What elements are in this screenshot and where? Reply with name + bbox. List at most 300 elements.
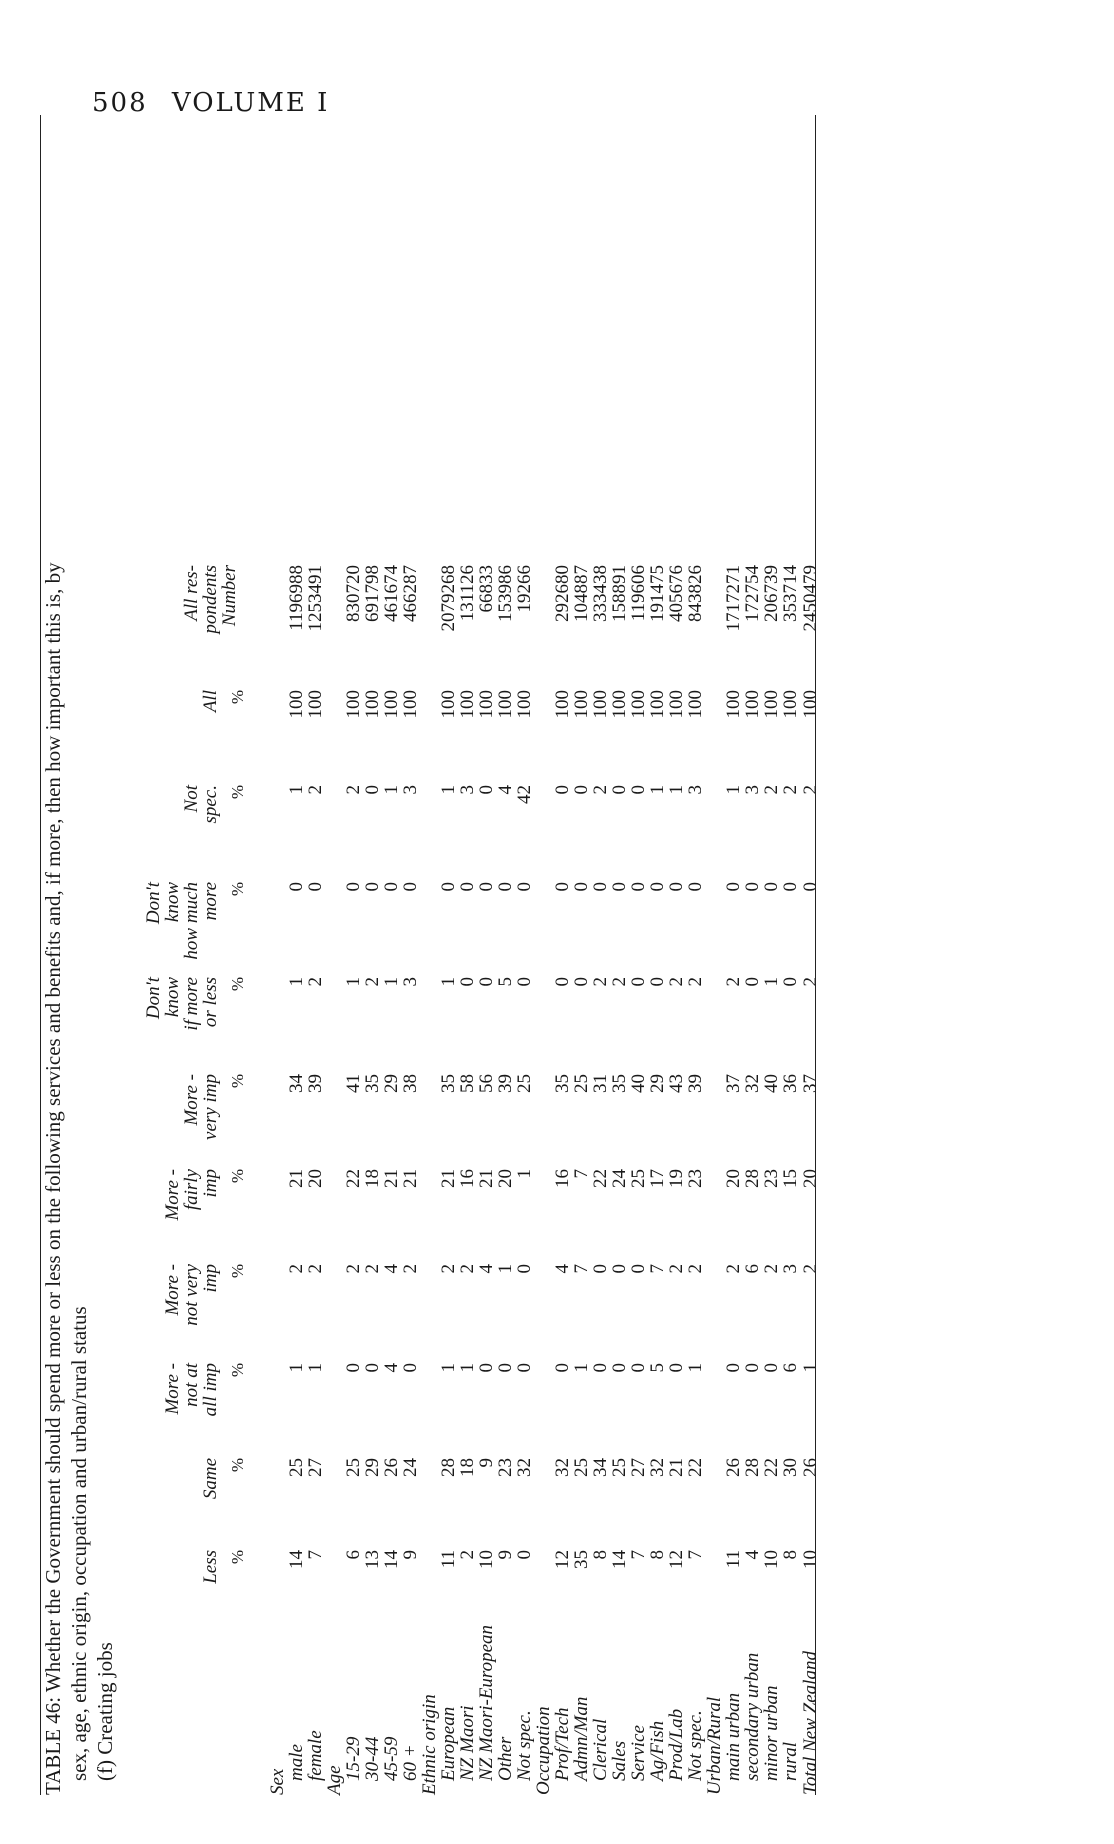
table-cell: 8 (590, 1550, 611, 1560)
table-cell: 19266 (514, 565, 535, 613)
table-row (591, 115, 610, 1795)
table-cell: 17 (647, 1169, 668, 1188)
table-cell: 1 (438, 785, 459, 795)
table-cell: 1 (438, 1363, 459, 1373)
row-label: minor urban (761, 1685, 782, 1781)
table-cell: 32 (552, 1458, 573, 1477)
table-cell: 0 (609, 1363, 630, 1373)
table-cell: 20 (305, 1169, 326, 1188)
table-row (496, 115, 515, 1795)
table-cell: 7 (571, 1264, 592, 1274)
table-row (629, 115, 648, 1795)
table-cell: 6 (343, 1550, 364, 1560)
table-cell: 13 (362, 1550, 383, 1569)
row-label: Occupation (533, 1706, 554, 1795)
column-header-unit: % (228, 1169, 247, 1184)
table-cell: 153986 (495, 565, 516, 622)
table-row (724, 115, 743, 1795)
table-cell: 28 (742, 1458, 763, 1477)
table-cell: 2 (800, 785, 821, 795)
table-cell: 0 (800, 882, 821, 892)
table-cell: 25 (514, 1074, 535, 1093)
table-cell: 25 (571, 1074, 592, 1093)
table-cell: 1 (286, 977, 307, 987)
column-header-line: Don't (143, 882, 164, 925)
table-cell: 100 (552, 690, 573, 719)
table-row (743, 115, 762, 1795)
table-cell: 39 (305, 1074, 326, 1093)
table-cell: 26 (723, 1458, 744, 1477)
table-cell: 0 (647, 882, 668, 892)
column-header-unit: % (228, 882, 247, 897)
table-cell: 3 (400, 785, 421, 795)
row-label: Ag/Fish (647, 1720, 668, 1781)
table-cell: 2 (305, 1264, 326, 1274)
row-label: male (286, 1744, 307, 1781)
table-cell: 32 (742, 1074, 763, 1093)
table-cell: 100 (685, 690, 706, 719)
column-header (155, 565, 247, 635)
page-header (92, 88, 329, 118)
table-cell: 1 (761, 977, 782, 987)
column-header (155, 1363, 247, 1433)
table-cell: 100 (628, 690, 649, 719)
column-header (155, 1074, 247, 1144)
table-cell: 466287 (400, 565, 421, 622)
row-label: Sales (609, 1740, 630, 1781)
column-header-line: know (162, 882, 183, 923)
table-cell: 100 (438, 690, 459, 719)
table-cell: 191475 (647, 565, 668, 622)
table-row (363, 115, 382, 1795)
row-label: 30-44 (362, 1736, 383, 1781)
table-cell: 1 (495, 1264, 516, 1274)
table-cell: 2 (590, 977, 611, 987)
table-cell: 0 (647, 977, 668, 987)
table-cell: 35 (609, 1074, 630, 1093)
table-cell: 8 (647, 1550, 668, 1560)
column-header-line: Same (200, 1458, 221, 1500)
table-cell: 5 (647, 1363, 668, 1373)
table-cell: 0 (552, 1363, 573, 1373)
column-header-line: Not (181, 785, 202, 813)
column-header-unit: % (228, 1550, 247, 1565)
row-label: Other (495, 1736, 516, 1781)
table-cell: 2 (305, 785, 326, 795)
table-cell: 22 (685, 1458, 706, 1477)
category-row (705, 115, 724, 1795)
table-cell: 42 (514, 785, 535, 804)
table-row (382, 115, 401, 1795)
row-label: European (438, 1706, 459, 1781)
table-cell: 843826 (685, 565, 706, 622)
table-subtitle: (f) Creating jobs (93, 1642, 117, 1781)
table-cell: 7 (628, 1550, 649, 1560)
table-cell: 0 (628, 1363, 649, 1373)
table-cell: 0 (628, 1264, 649, 1274)
table-cell: 40 (761, 1074, 782, 1093)
table-cell: 353714 (780, 565, 801, 622)
table-cell: 7 (305, 1550, 326, 1560)
table-cell: 35 (438, 1074, 459, 1093)
column-header-line: imp (200, 1264, 221, 1293)
table-cell: 0 (609, 882, 630, 892)
table-cell: 2 (685, 1264, 706, 1274)
column-header-line: Number (219, 565, 240, 627)
table-cell: 0 (438, 882, 459, 892)
column-header (143, 977, 247, 1047)
table-cell: 0 (400, 1363, 421, 1373)
row-label: Total New Zealand (800, 1651, 821, 1795)
table-row (287, 115, 306, 1795)
table-row (344, 115, 363, 1795)
table-cell: 2 (780, 785, 801, 795)
table-cell: 27 (305, 1458, 326, 1477)
table-cell: 0 (362, 1363, 383, 1373)
table-cell: 36 (780, 1074, 801, 1093)
table-cell: 0 (552, 785, 573, 795)
table-cell: 20 (800, 1169, 821, 1188)
table-cell: 27 (628, 1458, 649, 1477)
table-cell: 14 (609, 1550, 630, 1569)
category-row (268, 115, 287, 1795)
table-cell: 3 (742, 785, 763, 795)
table-cell: 1 (343, 977, 364, 987)
table-cell: 66833 (476, 565, 497, 613)
table-cell: 0 (552, 882, 573, 892)
table-cell: 100 (666, 690, 687, 719)
table-cell: 35 (571, 1550, 592, 1569)
table-cell: 131126 (457, 565, 478, 622)
column-header-line: all imp (200, 1363, 221, 1417)
table-cell: 35 (362, 1074, 383, 1093)
table-cell: 206739 (761, 565, 782, 622)
table-cell: 3 (780, 1264, 801, 1274)
table-cell: 100 (381, 690, 402, 719)
table-cell: 43 (666, 1074, 687, 1093)
table-row (667, 115, 686, 1795)
table-cell: 1 (381, 977, 402, 987)
table-cell: 2 (685, 977, 706, 987)
table-cell: 7 (647, 1264, 668, 1274)
table-cell: 0 (609, 785, 630, 795)
row-label: Clerical (590, 1718, 611, 1781)
table-cell: 2 (800, 1264, 821, 1274)
table-cell: 100 (761, 690, 782, 719)
table-cell: 0 (571, 882, 592, 892)
table-cell: 2 (457, 1264, 478, 1274)
table-cell: 25 (571, 1458, 592, 1477)
table-cell: 21 (400, 1169, 421, 1188)
table-cell: 0 (476, 882, 497, 892)
table-row (401, 115, 420, 1795)
table-cell: 1 (647, 785, 668, 795)
table-cell: 0 (571, 977, 592, 987)
table-cell: 0 (362, 882, 383, 892)
row-label: 45-59 (381, 1736, 402, 1781)
table-row (572, 115, 591, 1795)
column-header (155, 690, 247, 760)
table-cell: 4 (742, 1550, 763, 1560)
table-cell: 2079268 (438, 565, 459, 632)
column-header-unit: % (228, 977, 247, 992)
column-header (143, 882, 247, 960)
table-cell: 0 (514, 977, 535, 987)
column-header-line: spec. (200, 785, 221, 824)
table-cell: 28 (742, 1169, 763, 1188)
column-header-unit: % (228, 1264, 247, 1279)
table-cell: 7 (571, 1169, 592, 1179)
table-cell: 0 (305, 882, 326, 892)
table-cell: 16 (552, 1169, 573, 1188)
table-cell: 14 (286, 1550, 307, 1569)
page-number: 508 (92, 88, 148, 118)
column-header-unit: % (228, 1458, 247, 1473)
category-row (534, 115, 553, 1795)
table-cell: 172754 (742, 565, 763, 622)
table-cell: 28 (438, 1458, 459, 1477)
volume-label: VOLUME I (171, 88, 330, 118)
table-cell: 0 (761, 1363, 782, 1373)
table-cell: 100 (647, 690, 668, 719)
table-cell: 119606 (628, 565, 649, 622)
table-cell: 25 (628, 1169, 649, 1188)
table-cell: 100 (400, 690, 421, 719)
table-cell: 26 (800, 1458, 821, 1477)
table-cell: 7 (685, 1550, 706, 1560)
table-cell: 4 (381, 1264, 402, 1274)
column-header-line: imp (200, 1169, 221, 1198)
table-cell: 34 (590, 1458, 611, 1477)
table-cell: 2 (666, 977, 687, 987)
table-cell: 10 (476, 1550, 497, 1569)
table-row (515, 115, 534, 1795)
row-label: Not spec. (514, 1710, 535, 1781)
column-header-line: know (162, 977, 183, 1018)
column-header (155, 1264, 247, 1334)
table-cell: 1 (286, 1363, 307, 1373)
row-label: female (305, 1730, 326, 1781)
table-cell: 22 (343, 1169, 364, 1188)
table-cell: 2450479 (800, 565, 821, 632)
row-label: Ethnic origin (419, 1694, 440, 1795)
table-cell: 2 (761, 1264, 782, 1274)
table-row (648, 115, 667, 1795)
table-cell: 0 (761, 882, 782, 892)
column-header (155, 1169, 247, 1239)
table-cell: 0 (628, 785, 649, 795)
table-row (781, 115, 800, 1795)
table-cell: 22 (590, 1169, 611, 1188)
column-header-line: fairly (181, 1169, 202, 1211)
table-cell: 100 (457, 690, 478, 719)
table-cell: 8 (780, 1550, 801, 1560)
table-cell: 39 (495, 1074, 516, 1093)
column-header-line: more (200, 882, 221, 921)
table-cell: 29 (362, 1458, 383, 1477)
table-cell: 37 (723, 1074, 744, 1093)
table-cell: 1253491 (305, 565, 326, 632)
table-cell: 39 (685, 1074, 706, 1093)
table-cell: 0 (609, 1264, 630, 1274)
table-row (439, 115, 458, 1795)
table-cell: 22 (761, 1458, 782, 1477)
table-row (458, 115, 477, 1795)
table-cell: 0 (780, 882, 801, 892)
table-cell: 40 (628, 1074, 649, 1093)
table-cell: 2 (590, 785, 611, 795)
table-cell: 100 (723, 690, 744, 719)
table-cell: 4 (495, 785, 516, 795)
table-cell: 0 (457, 977, 478, 987)
table-cell: 0 (590, 1363, 611, 1373)
table-cell: 0 (571, 785, 592, 795)
table-title-line-2: sex, age, ethnic origin, occupation and urban/rural status (67, 1306, 91, 1781)
table-cell: 0 (780, 977, 801, 987)
column-header-line: More - (162, 1363, 183, 1415)
table-cell: 3 (685, 785, 706, 795)
table-cell: 6 (780, 1363, 801, 1373)
table-cell: 0 (362, 785, 383, 795)
bottom-rule (815, 115, 816, 1795)
table-cell: 21 (381, 1169, 402, 1188)
table-cell: 1 (514, 1169, 535, 1179)
table-cell: 29 (381, 1074, 402, 1093)
table-row (477, 115, 496, 1795)
table-cell: 0 (476, 977, 497, 987)
table-cell: 0 (495, 1363, 516, 1373)
table-cell: 35 (552, 1074, 573, 1093)
column-header-unit: % (228, 690, 247, 705)
table-cell: 2 (609, 977, 630, 987)
table-cell: 1 (381, 785, 402, 795)
table-cell: 1 (305, 1363, 326, 1373)
table-cell: 4 (476, 1264, 497, 1274)
table-cell: 18 (457, 1458, 478, 1477)
table-cell: 18 (362, 1169, 383, 1188)
table-cell: 0 (666, 1363, 687, 1373)
table-cell: 292680 (552, 565, 573, 622)
table-cell: 15 (780, 1169, 801, 1188)
row-label: main urban (723, 1692, 744, 1781)
column-header-line: if more (181, 977, 202, 1031)
table-cell: 12 (552, 1550, 573, 1569)
table-cell: 0 (723, 882, 744, 892)
table-cell: 0 (552, 977, 573, 987)
table-cell: 31 (590, 1074, 611, 1093)
table-cell: 2 (457, 1550, 478, 1560)
table-cell: 100 (476, 690, 497, 719)
table-cell: 0 (514, 1363, 535, 1373)
row-label: Prof/Tech (552, 1707, 573, 1781)
table-cell: 100 (571, 690, 592, 719)
table-cell: 2 (362, 1264, 383, 1274)
total-row (801, 115, 820, 1795)
table-cell: 19 (666, 1169, 687, 1188)
table-cell: 1 (286, 785, 307, 795)
table-cell: 23 (685, 1169, 706, 1188)
column-header (155, 1550, 247, 1620)
table-cell: 0 (514, 1264, 535, 1274)
row-label: NZ Maori (457, 1705, 478, 1781)
table-row (306, 115, 325, 1795)
table-cell: 100 (495, 690, 516, 719)
column-header-line: All res- (181, 565, 202, 621)
table-cell: 0 (514, 1550, 535, 1560)
table-cell: 30 (780, 1458, 801, 1477)
row-label: Admn/Man (571, 1696, 592, 1781)
table-cell: 21 (666, 1458, 687, 1477)
row-label: Prod/Lab (666, 1708, 687, 1781)
table-cell: 9 (400, 1550, 421, 1560)
table-cell: 2 (723, 1264, 744, 1274)
column-header-line: how much (181, 882, 202, 960)
table-cell: 58 (457, 1074, 478, 1093)
table-row (686, 115, 705, 1795)
table-cell: 5 (495, 977, 516, 987)
table-cell: 0 (495, 882, 516, 892)
row-label: NZ Maori-European (476, 1624, 497, 1781)
table-cell: 1 (685, 1363, 706, 1373)
table-cell: 2 (362, 977, 383, 987)
table-title-line-1: TABLE 46: Whether the Government should spend more or less on the following services and benefits and, if more, then how important this is, by (41, 562, 65, 1795)
table-cell: 3 (457, 785, 478, 795)
table-cell: 100 (343, 690, 364, 719)
table-cell: 24 (400, 1458, 421, 1477)
table-cell: 2 (343, 1264, 364, 1274)
table-cell: 21 (438, 1169, 459, 1188)
row-label: secondary urban (742, 1652, 763, 1781)
table-cell: 2 (666, 1264, 687, 1274)
table-cell: 20 (723, 1169, 744, 1188)
column-header-line: or less (200, 977, 221, 1028)
table-cell: 9 (476, 1458, 497, 1468)
table-cell: 2 (286, 1264, 307, 1274)
table-row (610, 115, 629, 1795)
table-cell: 100 (742, 690, 763, 719)
column-header-line: pondents (200, 565, 221, 634)
table-cell: 691798 (362, 565, 383, 622)
table-cell: 4 (552, 1264, 573, 1274)
column-header-unit: % (228, 785, 247, 800)
column-header-line: More - (181, 1074, 202, 1126)
table-cell: 0 (685, 882, 706, 892)
table-cell: 2 (343, 785, 364, 795)
table-cell: 158891 (609, 565, 630, 622)
table-cell: 0 (628, 977, 649, 987)
top-rule (40, 115, 41, 1795)
table-cell: 405676 (666, 565, 687, 622)
table-cell: 0 (590, 882, 611, 892)
table-cell: 0 (286, 882, 307, 892)
column-header (155, 785, 247, 855)
column-header-unit: % (228, 1363, 247, 1378)
table-cell: 25 (286, 1458, 307, 1477)
table-cell: 2 (800, 977, 821, 987)
table-cell: 37 (800, 1074, 821, 1093)
table-cell: 32 (514, 1458, 535, 1477)
table-cell: 38 (400, 1074, 421, 1093)
table-cell: 1 (666, 785, 687, 795)
table-cell: 0 (628, 882, 649, 892)
table-cell: 20 (495, 1169, 516, 1188)
table-cell: 104887 (571, 565, 592, 622)
table-cell: 11 (723, 1550, 744, 1569)
column-header-line: Less (200, 1550, 221, 1584)
table-cell: 9 (495, 1550, 516, 1560)
table-cell: 34 (286, 1074, 307, 1093)
table-cell: 24 (609, 1169, 630, 1188)
